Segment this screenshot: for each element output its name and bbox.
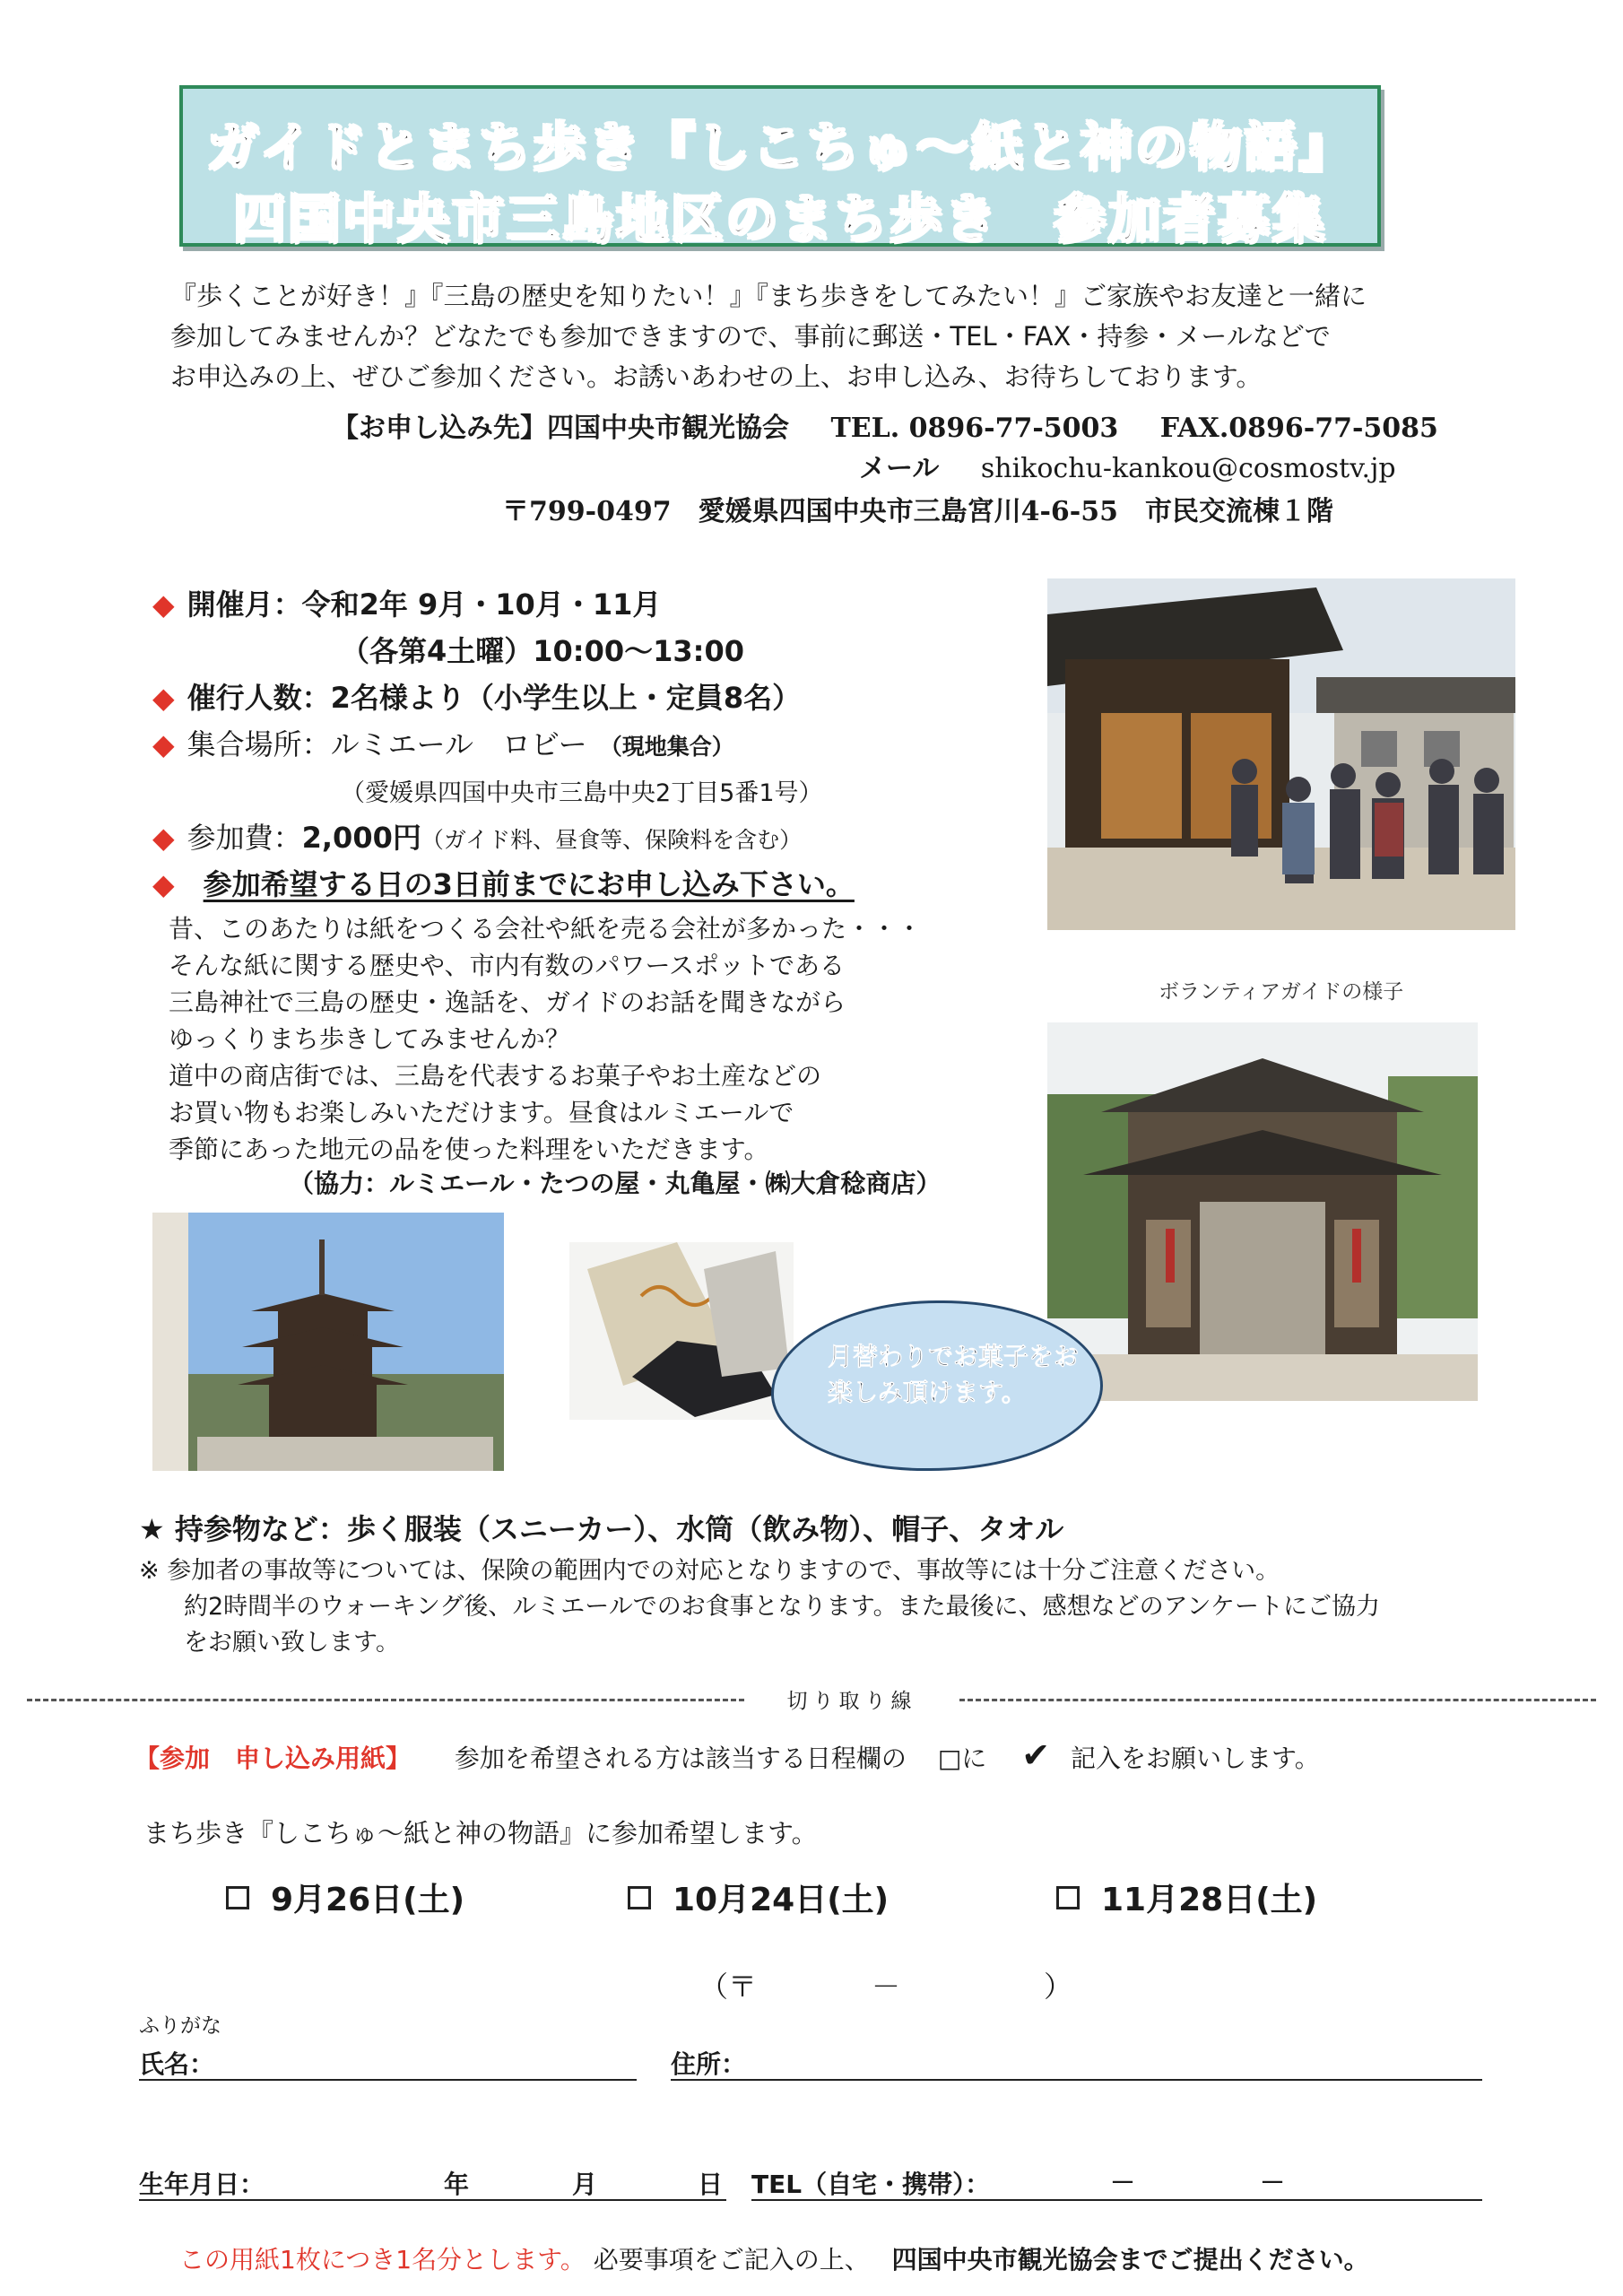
event-fee-label: 参加費： <box>187 821 302 855</box>
story-text <box>169 910 976 1168</box>
footer-note <box>179 2240 1369 2276</box>
form-header <box>135 1735 1320 1775</box>
notice-text <box>139 1553 1502 1661</box>
intro-text <box>170 276 1480 397</box>
notice-line: ※ 参加者の事故等については、保険の範囲内での対応となりますので、事故等には十分ご注意ください。 <box>139 1557 1280 1585</box>
photo-caption: ボランティアガイドの様子 <box>1159 980 1404 1004</box>
checkmark-icon: ✔ <box>1021 1735 1051 1775</box>
story-line: 道中の商店街では、三島を代表するお菓子やお土産などの <box>169 1061 822 1091</box>
event-fee: 2,000円 <box>301 821 421 855</box>
intro-line: 参加してみませんか？どなたでも参加できますので、事前に郵送・TEL・FAX・持参・メールなどで <box>170 321 1331 352</box>
form-wish: まち歩き『しこちゅ〜紙と神の物語』に参加希望します。 <box>143 1818 818 1848</box>
mail-line <box>859 446 1396 485</box>
footer-red: この用紙1枚につき1名分とします。 <box>179 2245 586 2274</box>
date-checkbox[interactable] <box>226 1886 249 1909</box>
date-label: 10月24日(土) <box>673 1882 890 1918</box>
story-line: 昔、このあたりは紙をつくる会社や紙を売る会社が多かった・・・ <box>169 914 923 944</box>
footer-bold: 四国中央市観光協会までご提出ください。 <box>891 2245 1369 2274</box>
pagoda-photo <box>152 1213 504 1471</box>
postal-address: 〒799-0497 愛媛県四国中央市三島宮川4-6-55 市民交流棟１階 <box>502 496 1333 527</box>
banner-title: ガイドとまち歩き『しこちゅ〜紙と神の物語』 <box>206 117 1354 178</box>
birth-month: 月 <box>572 2170 598 2199</box>
date-label: 11月28日(土) <box>1101 1882 1318 1918</box>
cloud-text: 月替わりでお菓子をお楽しみ頂けます。 <box>828 1342 1080 1407</box>
belongings-list: ★ 持参物など：歩く服装（スニーカー）、水筒（飲み物）、帽子、タオル <box>139 1512 1064 1546</box>
story-line: そんな紙に関する歴史や、市内有数のパワースポットである <box>169 951 846 980</box>
date-checkbox[interactable] <box>1056 1886 1080 1909</box>
date-checkbox[interactable] <box>628 1886 651 1909</box>
date-label: 9月26日(土) <box>271 1882 465 1918</box>
sweets-speech-cloud <box>771 1300 1103 1471</box>
event-fee-note: （ガイド料、昼食等、保険料を含む） <box>421 827 803 853</box>
fax-number: FAX.0896-77-5085 <box>1159 413 1438 444</box>
birth-label: 生年月日： <box>139 2170 265 2199</box>
tel-dash: － <box>1260 2168 1286 2197</box>
tel-dash: － <box>1110 2168 1136 2197</box>
event-month: 開催月：令和2年 9月・10月・11月 <box>187 587 662 622</box>
date-option-sep[interactable] <box>226 1874 464 1920</box>
intro-line: 『歩くことが好き！』『三島の歴史を知りたい！』『まち歩きをしてみたい！』ご家族やお友達と一緒に <box>170 281 1367 311</box>
event-info <box>152 581 855 908</box>
mail-label: メール <box>859 453 940 484</box>
form-instruction-end: 記入をお願いします。 <box>1070 1744 1320 1773</box>
cooperation-credit: （協力：ルミエール・たつの屋・丸亀屋・㈱大倉稔商店） <box>289 1169 942 1198</box>
event-place-note: （現地集合） <box>599 734 734 760</box>
event-time: （各第4土曜）10:00〜13:00 <box>341 634 744 668</box>
furigana-label: ふりがな <box>139 2014 221 2038</box>
form-instruction-box: □に <box>937 1744 987 1773</box>
cut-line-label: 切り取り線 <box>762 1684 942 1714</box>
intro-line: お申込みの上、ぜひご参加ください。お誘いあわせの上、お申し込み、お待ちしております。 <box>170 361 1263 392</box>
tel-underline[interactable] <box>751 2199 1482 2201</box>
diamond-icon: ◆ <box>152 587 175 622</box>
dash-right <box>959 1699 1596 1701</box>
mail-address[interactable]: shikochu-kankou@cosmostv.jp <box>980 453 1396 484</box>
story-line: 季節にあった地元の品を使った料理をいただきます。 <box>169 1135 769 1164</box>
footer-mid: 必要事項をご記入の上、 <box>593 2245 870 2274</box>
name-underline[interactable] <box>139 2079 637 2081</box>
event-people: 催行人数：2名様より（小学生以上・定員8名） <box>187 681 802 715</box>
form-instruction: 参加を希望される方は該当する日程欄の <box>454 1744 907 1773</box>
date-option-nov[interactable] <box>1056 1874 1317 1920</box>
diamond-icon: ◆ <box>152 727 175 761</box>
title-banner <box>179 85 1381 247</box>
story-line: 三島神社で三島の歴史・逸話を、ガイドのお話を聞きながら <box>169 987 846 1017</box>
birth-year: 年 <box>444 2170 470 2199</box>
notice-line: をお願い致します。 <box>184 1629 400 1657</box>
diamond-icon: ◆ <box>152 821 175 855</box>
deadline-notice: 参加希望する日の3日前までにお申し込み下さい。 <box>203 867 855 901</box>
address-underline[interactable] <box>671 2079 1482 2081</box>
name-label: 氏名： <box>139 2049 215 2079</box>
diamond-icon: ◆ <box>152 681 175 715</box>
diamond-icon: ◆ <box>152 867 175 901</box>
birth-day: 日 <box>698 2170 724 2199</box>
story-line: お買い物もお楽しみいただけます。昼食はルミエールで <box>169 1098 794 1127</box>
dash-left <box>27 1699 744 1701</box>
banner-subtitle: 四国中央市三島地区のまち歩き 参加者募集 <box>232 188 1327 249</box>
date-option-oct[interactable] <box>628 1874 889 1920</box>
notice-line: 約2時間半のウォーキング後、ルミエールでのお食事となります。また最後に、感想などのアンケートにご協力 <box>184 1593 1380 1621</box>
guide-photo <box>1047 578 1515 930</box>
tel-number: TEL. 0896-77-5003 <box>830 413 1119 444</box>
address-label: 住所： <box>671 2049 747 2079</box>
birth-underline[interactable] <box>139 2199 726 2201</box>
event-place-address: （愛媛県四国中央市三島中央2丁目5番1号） <box>341 779 823 807</box>
tel-label: TEL（自宅・携帯）： <box>751 2170 991 2199</box>
sweets-photo <box>569 1242 794 1420</box>
cut-line <box>27 1686 1596 1711</box>
apply-label: 【お申し込み先】四国中央市観光協会 <box>332 413 789 444</box>
contact-line <box>332 405 1438 445</box>
gate-photo <box>1047 1022 1478 1401</box>
form-title: 【参加 申し込み用紙】 <box>135 1744 412 1773</box>
story-line: ゆっくりまち歩きしてみませんか？ <box>169 1024 570 1054</box>
postal-code-field[interactable]: （〒 － ） <box>699 1970 1073 2004</box>
event-place: 集合場所：ルミエール ロビー <box>187 727 587 761</box>
